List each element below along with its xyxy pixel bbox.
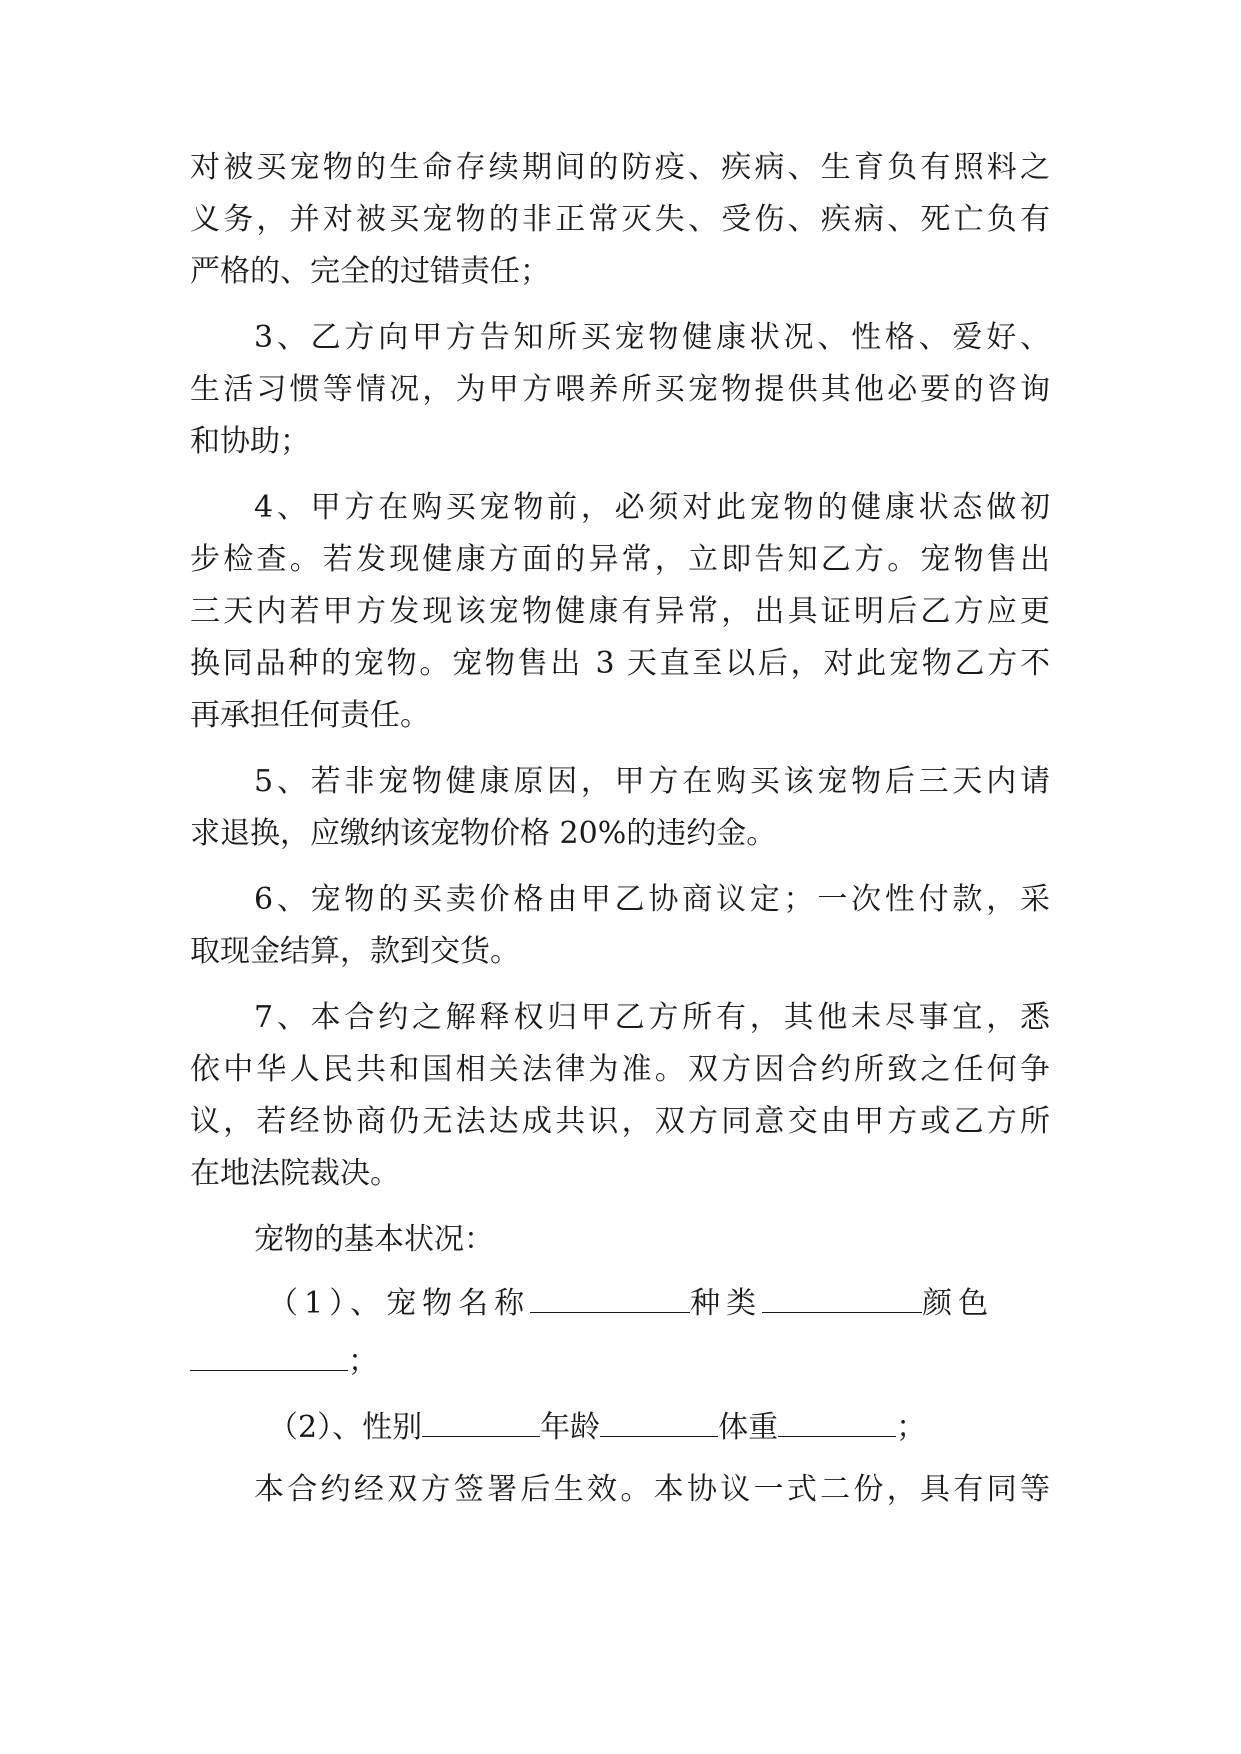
clause-7-start: 7、本合约之解释权归甲乙方所有，其他未尽事宜，悉 xyxy=(254,1000,1050,1035)
pet-weight-label: 体重 xyxy=(718,1410,779,1445)
text-line: 求退换，应缴纳该宠物价格 20%的违约金。 xyxy=(190,816,777,851)
pet-kind-label: 种类 xyxy=(690,1286,763,1321)
clause-4-start: 4、甲方在购买宠物前，必须对此宠物的健康状态做初 xyxy=(254,490,1050,525)
text-line: 三天内若甲方发现该宠物健康有异常，出具证明后乙方应更 xyxy=(190,594,1050,629)
text-line: 义务，并对被买宠物的非正常灭失、受伤、疾病、死亡负有 xyxy=(190,202,1050,237)
text-line: 再承担任何责任。 xyxy=(190,698,430,733)
clause-5-start: 5、若非宠物健康原因，甲方在购买该宠物后三天内请 xyxy=(254,764,1050,799)
pet-form-line-1-continued xyxy=(190,1340,1050,1380)
text-line: 生活习惯等情况，为甲方喂养所买宠物提供其他必要的咨询 xyxy=(190,372,1050,407)
text-line: 严格的、完全的过错责任； xyxy=(190,254,550,289)
text-line: 步检查。若发现健康方面的异常，立即告知乙方。宠物售出 xyxy=(190,542,1050,577)
pet-age-blank[interactable] xyxy=(600,1406,718,1437)
form-line-end: ； xyxy=(896,1410,927,1445)
pet-sex-blank[interactable] xyxy=(422,1406,540,1437)
pet-sex-label: （2）、性别 xyxy=(268,1410,423,1445)
pet-form-line-2 xyxy=(268,1406,1050,1446)
pet-color-blank[interactable] xyxy=(190,1340,348,1371)
clause-3-start: 3、乙方向甲方告知所买宠物健康状况、性格、爱好、 xyxy=(254,320,1050,355)
text-line: 和协助； xyxy=(190,424,310,459)
text-line: 取现金结算，款到交货。 xyxy=(190,934,520,969)
clause-6-start: 6、宠物的买卖价格由甲乙协商议定；一次性付款，采 xyxy=(254,882,1050,917)
text-line: 在地法院裁决。 xyxy=(190,1156,400,1191)
pet-kind-blank[interactable] xyxy=(762,1282,922,1313)
form-line-end: ； xyxy=(348,1344,378,1379)
pet-weight-blank[interactable] xyxy=(778,1406,896,1437)
pet-basic-info-heading: 宠物的基本状况： xyxy=(254,1222,494,1257)
pet-name-label: （1）、宠物名称 xyxy=(268,1286,531,1321)
text-line: 对被买宠物的生命存续期间的防疫、疾病、生育负有照料之 xyxy=(190,150,1050,185)
text-line: 换同品种的宠物。宠物售出 3 天直至以后，对此宠物乙方不 xyxy=(190,646,1050,681)
pet-form-line-1 xyxy=(268,1282,1050,1322)
pet-name-blank[interactable] xyxy=(530,1282,690,1313)
pet-age-label: 年龄 xyxy=(540,1410,601,1445)
text-line: 依中华人民共和国相关法律为准。双方因合约所致之任何争 xyxy=(190,1052,1050,1087)
effective-clause-start: 本合约经双方签署后生效。本协议一式二份，具有同等 xyxy=(254,1472,1050,1507)
pet-color-label: 颜色 xyxy=(922,1286,995,1321)
text-line: 议，若经协商仍无法达成共识，双方同意交由甲方或乙方所 xyxy=(190,1104,1050,1139)
